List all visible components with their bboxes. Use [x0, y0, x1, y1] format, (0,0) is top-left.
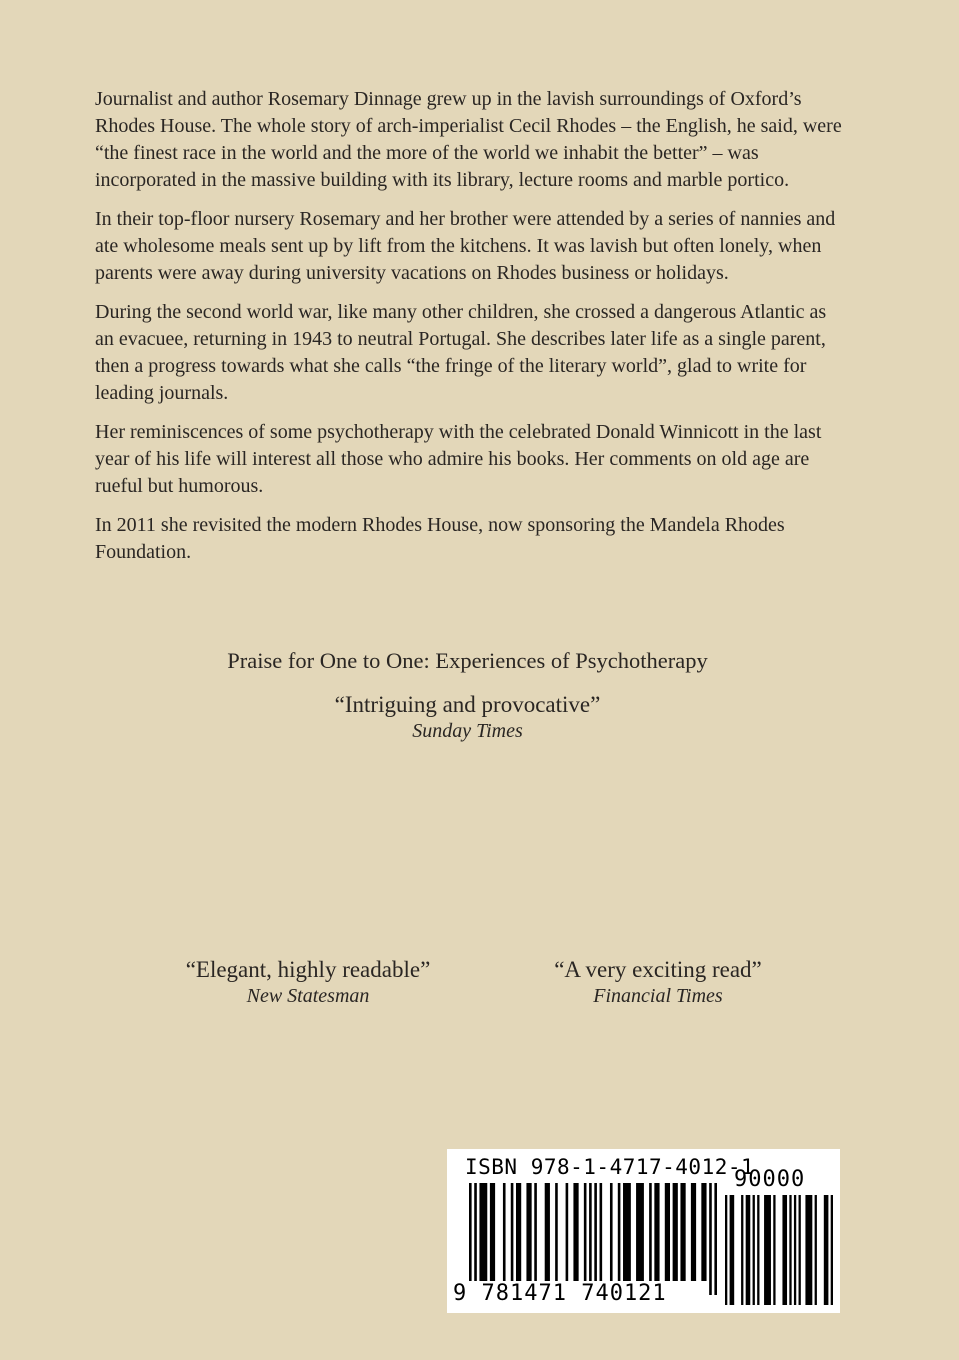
barcode-bar: [623, 1183, 631, 1281]
blurb-paragraph: During the second world war, like many other children, she crossed a dangerous Atlantic as an evacuee, returning in 1943 to neutral Portugal. She describes later life as a single parent, then a progress towards what she calls “the fringe of the literary world”, glad to write for leading journals.: [95, 301, 827, 404]
review-quote: [148, 956, 468, 1008]
barcode-bar: [474, 1183, 477, 1295]
quote-text: “Intriguing and provocative”: [334, 692, 601, 717]
barcode-bar: [665, 1183, 670, 1281]
barcode-bar: [511, 1183, 514, 1281]
quote-source: Financial Times: [593, 985, 723, 1007]
barcode-bar: [503, 1183, 506, 1281]
barcode-bar: [589, 1183, 592, 1295]
barcode-bar: [469, 1183, 472, 1295]
barcode-bar: [741, 1195, 743, 1305]
barcode-bar: [490, 1183, 495, 1281]
barcode-bar: [479, 1183, 487, 1281]
barcode-bar: [831, 1195, 833, 1305]
review-quote: [0, 691, 935, 743]
barcode-bar: [610, 1183, 613, 1281]
barcode-bar: [600, 1183, 603, 1281]
barcode-bar: [573, 1183, 578, 1281]
praise-heading: Praise for One to One: Experiences of Psychotherapy: [227, 648, 708, 673]
barcode-bar: [805, 1195, 812, 1305]
barcode-bar: [618, 1183, 621, 1281]
blurb-paragraph: Her reminiscences of some psychotherapy with the celebrated Donald Winnicott in the last year of his life will interest all those who admire his books. Her comments on old age are rueful but humorous.: [95, 421, 822, 497]
barcode-bar: [534, 1183, 537, 1281]
quote-text: “Elegant, highly readable”: [185, 957, 431, 982]
barcode-bar: [691, 1183, 696, 1281]
barcode-bar: [555, 1183, 558, 1281]
barcode-bar: [673, 1183, 678, 1281]
barcode-bar: [526, 1183, 531, 1281]
blurb: [95, 86, 845, 578]
barcode-digits: 9 781471 740121: [453, 1281, 667, 1306]
barcode-bar: [594, 1183, 597, 1295]
barcode-bar: [714, 1183, 717, 1295]
barcode-bar: [636, 1183, 644, 1281]
barcode-bar: [782, 1195, 787, 1305]
barcode-bar: [789, 1195, 791, 1305]
barcode-bars-icon: [469, 1183, 717, 1295]
barcode-bar: [824, 1195, 829, 1305]
barcode-bar: [764, 1195, 771, 1305]
barcode-bar: [746, 1195, 751, 1305]
barcode-bar: [794, 1195, 796, 1305]
barcode-bar: [799, 1195, 801, 1305]
barcode-bar: [680, 1183, 685, 1281]
review-quote: [498, 956, 818, 1008]
barcode-bar: [566, 1183, 569, 1281]
barcode-addon-bars-icon: [725, 1195, 833, 1305]
barcode-bar: [654, 1183, 659, 1281]
isbn-barcode: [447, 1149, 840, 1313]
barcode-bar: [709, 1183, 712, 1295]
barcode-bar: [516, 1183, 521, 1281]
blurb-paragraph: Journalist and author Rosemary Dinnage grew up in the lavish surroundings of Oxford’s Rhodes House. The whole story of arch-imperialist Cecil Rhodes – the English, he said, were “the finest race in the world and the more of the world we inhabit the better” – was incorporated in the massive building with its library, lecture rooms and marble portico.: [95, 88, 842, 191]
quote-text: “A very exciting read”: [554, 957, 762, 982]
quote-source: Sunday Times: [412, 720, 523, 742]
isbn-label: ISBN 978-1-4717-4012-1: [465, 1155, 755, 1179]
barcode-bar: [773, 1195, 775, 1305]
quote-source: New Statesman: [246, 985, 370, 1007]
barcode-bar: [730, 1195, 735, 1305]
barcode-addon-digits: 90000: [734, 1167, 806, 1192]
blurb-paragraph: In 2011 she revisited the modern Rhodes House, now sponsoring the Mandela Rhodes Foundation.: [95, 514, 785, 563]
barcode-bar: [584, 1183, 587, 1281]
barcode-bar: [545, 1183, 550, 1281]
blurb-paragraph: In their top-floor nursery Rosemary and her brother were attended by a series of nannies and ate wholesome meals sent up by lift from the kitchens. It was lavish but often lonely, when parents were away during university vacations on Rhodes business or holidays.: [95, 208, 836, 284]
barcode-bar: [815, 1195, 817, 1305]
barcode-bar: [701, 1183, 706, 1281]
barcode-bar: [757, 1195, 759, 1305]
barcode-bar: [649, 1183, 652, 1281]
barcode-bar: [753, 1195, 755, 1305]
barcode-bar: [725, 1195, 727, 1305]
